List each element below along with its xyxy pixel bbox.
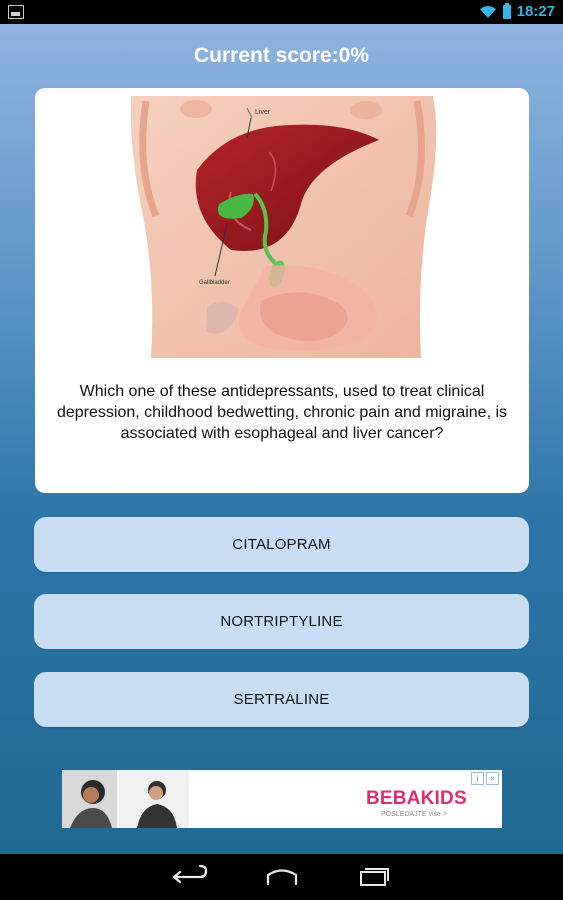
recents-icon[interactable]	[353, 864, 393, 890]
status-bar	[0, 0, 563, 24]
ad-image-person-1	[62, 770, 117, 828]
answer-option-1-label: CITALOPRAM	[232, 536, 331, 553]
answer-option-1[interactable]	[34, 517, 529, 572]
gallery-notification-icon	[8, 5, 24, 19]
answer-option-2[interactable]	[34, 594, 529, 649]
ad-info-icon[interactable]: i	[471, 772, 484, 785]
quiz-screen	[0, 24, 563, 854]
status-time: 18:27	[516, 3, 555, 20]
question-text: Which one of these antidepressants, used to treat clinical depression, childhood bedwetting, chronic pain and migraine, is associated with esophageal and liver cancer?	[56, 383, 508, 442]
battery-icon	[503, 5, 511, 19]
answer-option-2-label: NORTRIPTYLINE	[220, 613, 343, 630]
status-icons	[479, 3, 555, 20]
liver-label: Liver	[255, 109, 271, 116]
home-icon[interactable]	[262, 864, 302, 890]
answer-option-3[interactable]	[34, 672, 529, 727]
gallbladder-label: Gallbladder	[199, 280, 230, 286]
wifi-icon	[479, 5, 497, 19]
ad-image-person-2	[119, 770, 189, 828]
answer-option-3-label: SERTRALINE	[233, 691, 330, 708]
ad-close-icon[interactable]: ×	[486, 772, 499, 785]
advertisement-banner[interactable]	[62, 770, 502, 828]
liver-diagram-image	[111, 96, 453, 358]
ad-subtitle: POSLEDAJTE više >	[381, 811, 447, 818]
anatomy-illustration	[111, 96, 453, 358]
back-icon[interactable]	[170, 864, 210, 890]
ad-brand: BEBAKIDS	[366, 788, 467, 809]
question-card	[35, 88, 529, 493]
system-navigation-bar	[0, 854, 563, 900]
current-score: Current score:0%	[193, 44, 370, 67]
ad-controls	[471, 772, 499, 785]
